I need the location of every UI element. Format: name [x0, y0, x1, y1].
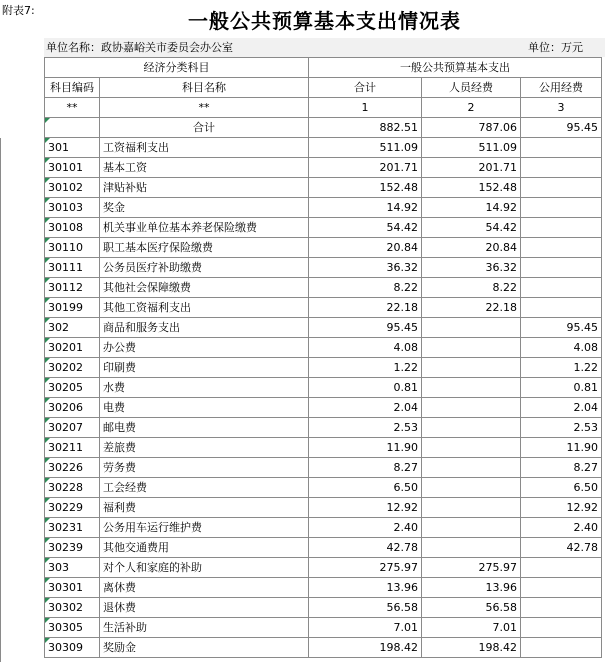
table-row — [45, 438, 602, 458]
table-row — [45, 558, 602, 578]
row-code: 30301 — [45, 578, 100, 598]
left-border-line — [0, 138, 1, 662]
row-name: 福利费 — [100, 498, 309, 518]
row-personnel: 13.96 — [422, 578, 521, 598]
row-personnel — [422, 318, 521, 338]
row-name: 工会经费 — [100, 478, 309, 498]
row-public — [521, 138, 602, 158]
index-personnel: 2 — [422, 98, 521, 118]
row-name: 电费 — [100, 398, 309, 418]
group-header-row — [45, 58, 602, 78]
row-code: 30226 — [45, 458, 100, 478]
appendix-label: 附表7: — [2, 4, 35, 17]
row-public: 2.40 — [521, 518, 602, 538]
row-total: 152.48 — [309, 178, 422, 198]
row-name: 劳务费 — [100, 458, 309, 478]
table-row — [45, 138, 602, 158]
row-name: 奖励金 — [100, 638, 309, 658]
row-name: 其他工资福利支出 — [100, 298, 309, 318]
row-name: 工资福利支出 — [100, 138, 309, 158]
row-personnel — [422, 518, 521, 538]
row-personnel — [422, 438, 521, 458]
table-row — [45, 618, 602, 638]
row-name: 公务员医疗补助缴费 — [100, 258, 309, 278]
row-personnel — [422, 498, 521, 518]
row-name: 机关事业单位基本养老保险缴费 — [100, 218, 309, 238]
row-total: 201.71 — [309, 158, 422, 178]
row-code: 30206 — [45, 398, 100, 418]
column-header-row — [45, 78, 602, 98]
row-name: 奖金 — [100, 198, 309, 218]
row-public — [521, 198, 602, 218]
row-public — [521, 558, 602, 578]
row-public: 1.22 — [521, 358, 602, 378]
group-header-economic: 经济分类科目 — [45, 58, 309, 78]
row-public — [521, 218, 602, 238]
total-code-cell — [45, 118, 100, 138]
table-row — [45, 458, 602, 478]
row-personnel: 22.18 — [422, 298, 521, 318]
row-total: 6.50 — [309, 478, 422, 498]
row-total: 11.90 — [309, 438, 422, 458]
row-code: 30202 — [45, 358, 100, 378]
table-row — [45, 518, 602, 538]
table-row — [45, 178, 602, 198]
row-public: 2.04 — [521, 398, 602, 418]
total-personnel: 787.06 — [422, 118, 521, 138]
total-total: 882.51 — [309, 118, 422, 138]
marker-name: ** — [100, 98, 309, 118]
row-code: 303 — [45, 558, 100, 578]
table-row — [45, 358, 602, 378]
index-public: 3 — [521, 98, 602, 118]
row-personnel: 152.48 — [422, 178, 521, 198]
row-public — [521, 598, 602, 618]
index-total: 1 — [309, 98, 422, 118]
row-total: 7.01 — [309, 618, 422, 638]
row-name: 公务用车运行维护费 — [100, 518, 309, 538]
row-personnel: 198.42 — [422, 638, 521, 658]
row-public: 11.90 — [521, 438, 602, 458]
table-row — [45, 278, 602, 298]
row-personnel — [422, 398, 521, 418]
row-name: 离休费 — [100, 578, 309, 598]
table-row — [45, 258, 602, 278]
page-title: 一般公共预算基本支出情况表 — [188, 9, 461, 33]
column-index-row — [45, 98, 602, 118]
row-name: 邮电费 — [100, 418, 309, 438]
row-personnel: 8.22 — [422, 278, 521, 298]
row-name: 其他交通费用 — [100, 538, 309, 558]
row-public — [521, 258, 602, 278]
row-code: 302 — [45, 318, 100, 338]
row-personnel: 36.32 — [422, 258, 521, 278]
col-header-name: 科目名称 — [100, 78, 309, 98]
row-total: 56.58 — [309, 598, 422, 618]
table-row — [45, 238, 602, 258]
row-public — [521, 278, 602, 298]
row-name: 印刷费 — [100, 358, 309, 378]
row-code: 30201 — [45, 338, 100, 358]
table-row — [45, 218, 602, 238]
marker-code: ** — [45, 98, 100, 118]
row-name: 水费 — [100, 378, 309, 398]
row-total: 13.96 — [309, 578, 422, 598]
row-personnel — [422, 458, 521, 478]
row-public — [521, 618, 602, 638]
table-row — [45, 598, 602, 618]
row-public: 6.50 — [521, 478, 602, 498]
row-personnel: 20.84 — [422, 238, 521, 258]
row-name: 基本工资 — [100, 158, 309, 178]
row-code: 30207 — [45, 418, 100, 438]
table-row — [45, 418, 602, 438]
row-public — [521, 298, 602, 318]
row-public — [521, 178, 602, 198]
currency-unit: 单位：万元 — [528, 41, 583, 54]
row-total: 0.81 — [309, 378, 422, 398]
row-code: 30228 — [45, 478, 100, 498]
row-personnel — [422, 338, 521, 358]
row-total: 511.09 — [309, 138, 422, 158]
row-code: 30205 — [45, 378, 100, 398]
group-header-budget: 一般公共预算基本支出 — [309, 58, 602, 78]
row-total: 2.53 — [309, 418, 422, 438]
row-total: 2.04 — [309, 398, 422, 418]
row-code: 30309 — [45, 638, 100, 658]
col-header-total: 合计 — [309, 78, 422, 98]
row-code: 30111 — [45, 258, 100, 278]
row-name: 职工基本医疗保险缴费 — [100, 238, 309, 258]
row-code: 30239 — [45, 538, 100, 558]
row-code: 30112 — [45, 278, 100, 298]
row-public: 95.45 — [521, 318, 602, 338]
row-name: 生活补助 — [100, 618, 309, 638]
table-row — [45, 638, 602, 658]
row-code: 30103 — [45, 198, 100, 218]
row-code: 30110 — [45, 238, 100, 258]
row-total: 14.92 — [309, 198, 422, 218]
row-total: 12.92 — [309, 498, 422, 518]
row-total: 22.18 — [309, 298, 422, 318]
row-personnel — [422, 538, 521, 558]
total-public: 95.45 — [521, 118, 602, 138]
row-name: 办公费 — [100, 338, 309, 358]
row-code: 30231 — [45, 518, 100, 538]
row-name: 商品和服务支出 — [100, 318, 309, 338]
row-personnel — [422, 358, 521, 378]
row-public: 8.27 — [521, 458, 602, 478]
row-total: 20.84 — [309, 238, 422, 258]
row-total: 1.22 — [309, 358, 422, 378]
unit-info-row — [44, 38, 605, 57]
table-row — [45, 578, 602, 598]
row-public — [521, 238, 602, 258]
row-code: 30211 — [45, 438, 100, 458]
row-personnel: 14.92 — [422, 198, 521, 218]
table-row — [45, 298, 602, 318]
table-row — [45, 538, 602, 558]
row-personnel — [422, 378, 521, 398]
row-code: 30229 — [45, 498, 100, 518]
row-personnel: 56.58 — [422, 598, 521, 618]
row-code: 30302 — [45, 598, 100, 618]
total-row — [45, 118, 602, 138]
row-total: 8.27 — [309, 458, 422, 478]
col-header-code: 科目编码 — [45, 78, 100, 98]
row-code: 30101 — [45, 158, 100, 178]
row-public: 4.08 — [521, 338, 602, 358]
row-total: 36.32 — [309, 258, 422, 278]
col-header-personnel: 人员经费 — [422, 78, 521, 98]
col-header-public: 公用经费 — [521, 78, 602, 98]
unit-name: 单位名称：政协嘉峪关市委员会办公室 — [46, 41, 233, 54]
table-row — [45, 338, 602, 358]
row-total: 198.42 — [309, 638, 422, 658]
row-public: 0.81 — [521, 378, 602, 398]
total-label: 合计 — [100, 118, 309, 138]
row-code: 30305 — [45, 618, 100, 638]
row-name: 其他社会保障缴费 — [100, 278, 309, 298]
table-row — [45, 198, 602, 218]
row-personnel: 201.71 — [422, 158, 521, 178]
row-public: 2.53 — [521, 418, 602, 438]
row-total: 95.45 — [309, 318, 422, 338]
row-total: 2.40 — [309, 518, 422, 538]
row-public — [521, 578, 602, 598]
row-personnel: 511.09 — [422, 138, 521, 158]
row-name: 津贴补贴 — [100, 178, 309, 198]
row-personnel — [422, 418, 521, 438]
table-row — [45, 498, 602, 518]
row-total: 275.97 — [309, 558, 422, 578]
row-name: 差旅费 — [100, 438, 309, 458]
table-row — [45, 378, 602, 398]
row-total: 54.42 — [309, 218, 422, 238]
row-code: 301 — [45, 138, 100, 158]
row-public: 12.92 — [521, 498, 602, 518]
row-total: 4.08 — [309, 338, 422, 358]
row-public — [521, 158, 602, 178]
row-name: 对个人和家庭的补助 — [100, 558, 309, 578]
row-public: 42.78 — [521, 538, 602, 558]
expenditure-table — [44, 57, 602, 658]
row-name: 退休费 — [100, 598, 309, 618]
table-row — [45, 158, 602, 178]
row-code: 30102 — [45, 178, 100, 198]
row-public — [521, 638, 602, 658]
row-code: 30199 — [45, 298, 100, 318]
row-personnel: 54.42 — [422, 218, 521, 238]
row-personnel: 275.97 — [422, 558, 521, 578]
row-personnel — [422, 478, 521, 498]
row-total: 42.78 — [309, 538, 422, 558]
row-total: 8.22 — [309, 278, 422, 298]
table-row — [45, 478, 602, 498]
table-row — [45, 398, 602, 418]
row-personnel: 7.01 — [422, 618, 521, 638]
table-row — [45, 318, 602, 338]
row-code: 30108 — [45, 218, 100, 238]
